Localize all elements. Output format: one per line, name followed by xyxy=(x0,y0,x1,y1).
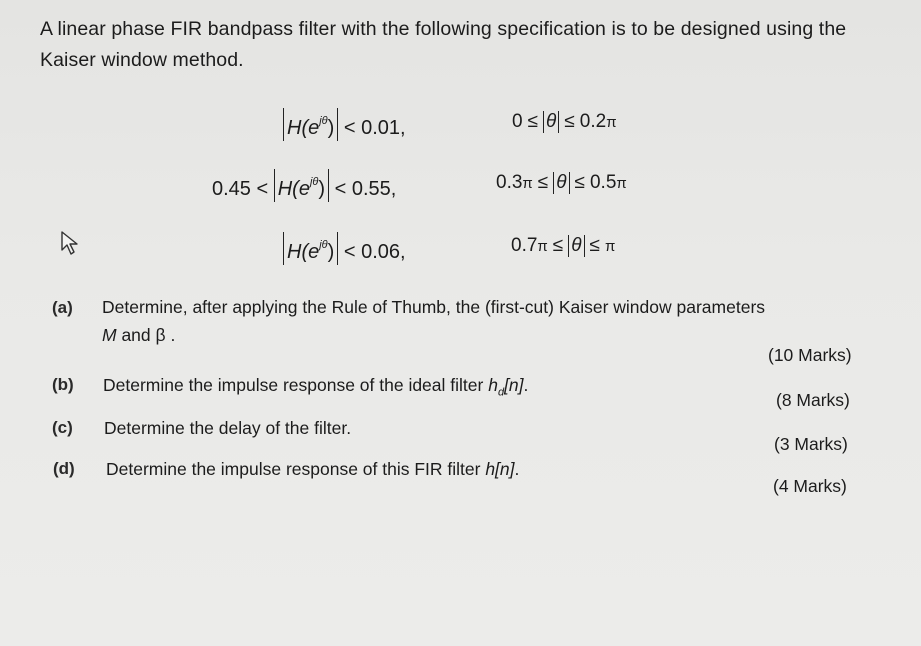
spec-row-3-expr xyxy=(283,232,406,265)
question-d-text: Determine the impulse response of this FIR filter h[n]. xyxy=(106,459,520,479)
question-c-marks: (3 Marks) xyxy=(774,434,848,454)
question-b-text: Determine the impulse response of the ideal filter $h_d[n]$. xyxy=(103,375,529,399)
question-d-marks: (4 Marks) xyxy=(773,476,847,496)
magnitude-abs: $H(e^{j\theta})$ xyxy=(283,108,338,141)
intro-paragraph xyxy=(40,14,900,76)
question-a-text: Determine, after applying the Rule of Thumb, the (first-cut) Kaiser window parameters M and β . xyxy=(102,297,766,345)
question-a-marks: (10 Marks) xyxy=(768,345,852,365)
question-c-label: (c) xyxy=(52,418,73,437)
spec-row-2-cond: 0.3π ≤ θ ≤ 0.5π xyxy=(496,172,627,193)
question-b-label: (b) xyxy=(52,375,74,394)
question-b-marks: (8 Marks) xyxy=(776,390,850,410)
question-c-text: Determine the delay of the filter. xyxy=(104,418,352,438)
question-a-label: (a) xyxy=(52,298,73,317)
spec-row-1-rel: < 0.01, xyxy=(343,117,406,139)
spec-row-2-lhs: 0.45 < xyxy=(212,178,269,200)
magnitude-abs: $H(e^{j\theta})$ xyxy=(283,232,338,265)
spec-row-2-expr xyxy=(212,169,396,202)
spec-row-2-rel: < 0.55, xyxy=(334,178,397,200)
mouse-cursor-icon xyxy=(60,230,84,258)
spec-row-1-cond: 0 ≤ θ ≤ 0.2π xyxy=(512,111,617,132)
magnitude-abs: $H(e^{j\theta})$ xyxy=(274,169,329,202)
spec-row-1-expr xyxy=(283,108,406,141)
intro-line-2: Kaiser window method. xyxy=(40,49,244,71)
spec-row-3-rel: < 0.06, xyxy=(343,241,406,263)
spec-row-3-cond: 0.7π ≤ θ ≤ π xyxy=(511,235,616,256)
intro-line-1: A linear phase FIR bandpass filter with the following specification is to be designed using the xyxy=(40,18,847,40)
question-d-label: (d) xyxy=(53,459,75,478)
